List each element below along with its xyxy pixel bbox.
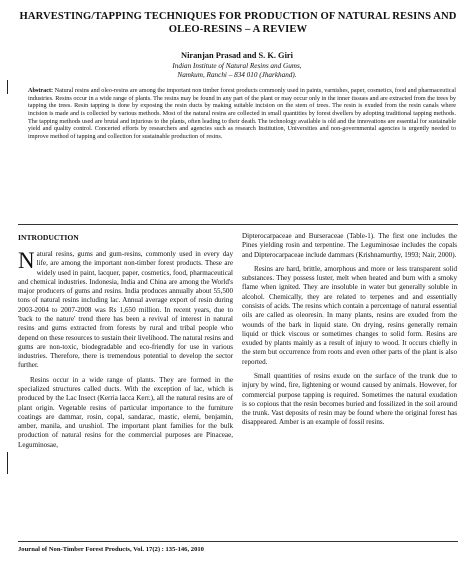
journal-footer: Journal of Non-Timber Forest Products, Vol. 17(2) : 135-146, 2010 <box>18 546 204 553</box>
authors: Niranjan Prasad and S. K. Giri <box>181 51 293 60</box>
left-column <box>18 250 233 450</box>
abstract-label: Abstract: <box>28 87 54 94</box>
right-column <box>242 232 457 428</box>
paper-title: HARVESTING/TAPPING TECHNIQUES FOR PRODUCTION OF NATURAL RESINS AND OLEO-RESINS – A REVIEW <box>19 11 457 35</box>
footer-divider <box>18 541 458 542</box>
abstract-text: Natural resins and oleo-resins are among the important non timber forest products commonly used in paints, varnishes, paper, cosmetics, food and pharmaceutical industries. Resins occur in a wide range of plants. The resins may be found in any part of the plant or may occur only in the inner tissues and are extracted from the trees by tapping the trees. Resin tapping is done by exposing the resin ducts by making suitable incision on the stem of trees. The resin is exuded from the resin canals where incision is made and is collected by various methods. Most of the natural resins are collected in small quantities by forest dwellers by adopting traditional tapping methods. The tapping methods used are brutal and injurious to the plants, often leading to their death. The technology available is old and the innovations are essential for sustainable yield and quality control. Concerted efforts by researchers and agencies such as research Institution, Universities and non-governmental agencies is urgently needed to improve method of tapping and collection for sustainable production of resins. <box>28 87 457 140</box>
affiliation <box>0 62 474 80</box>
section-divider <box>18 224 458 225</box>
margin-mark <box>7 80 8 94</box>
right-paragraph-2: Resins are hard, brittle, amorphous and more or less transparent solid substances. They possess luster, melt when heated and burn with a smoky flame when ignited. They are insoluble in water but generally soluble in alcohol. Chemically, they are related to terpenes and and essentially consists of acids. The resins which contain a percentage of natural essential oils are called as oleoresin. In many plants, resins are exuded from the wounds of the bark in liquid state. On drying, resins generally remain liquid or thick viscous or sometimes changes to solid form. Resins are exuded by plants mainly as a result of injury to wood. It occurs chiefly in the stem but occurrence from roots and even other parts of the plant is also reported. <box>242 264 457 366</box>
intro-paragraph-1-text: atural resins, gums and gum-resins, commonly used in every day life, are among the important non-timber forest products. These are widely used in paint, lacquer, paper, cosmetics, food, pharmaceutical and chemical industries. Indonesia, India and China are among the World's major producers of gums and resins. India produces annually about 55,500 tons of natural resins including lac. Annual average export of resin during 2003-2004 to 2007-2008 was Rs 1,650 million. In recent years, due to 'back to the nature' trend there has been a revival of interest in natural resins and gums extracted from forests by rural and tribal people who depend on these resources to sustain their livelihood. The natural resins and gums are non-toxic, biodegradable and eco-friendly for use in various industries. Therefore, there is tremendous potential to develop the sector further. <box>18 250 233 370</box>
margin-mark <box>7 452 8 474</box>
abstract <box>28 87 456 141</box>
drop-cap: N <box>18 248 35 273</box>
intro-paragraph-2: Resins occur in a wide range of plants. They are formed in the specialized structures called ducts. With the exception of lac, which is produced by the Lac Insect (Kerria lacca Kerr.), all the natural resins are of plant origin. Vegetable resins of particular importance to the furniture coatings are dammar, rosin, copal, sandarac, mastic, elemi, benjamin, amber, manila, and urushiol. The important plant families for the bulk production of natural resins for the commercial purposes are Pinaceae, Leguminosae, <box>18 375 233 449</box>
section-heading-introduction: INTRODUCTION <box>18 233 79 242</box>
intro-paragraph-1 <box>18 250 233 371</box>
right-paragraph-3: Small quantities of resins exude on the surface of the trunk due to injury by wind, fire, lightening or wound caused by animals. However, for commercial purpose tapping is required. Sometimes the natural exudation is so copious that the resin becomes buried and fossilized in the soil around the trunk. Vast deposits of resin may be found where the original forest has disappeared. Amber is an example of fossil resins. <box>242 371 457 427</box>
affiliation-line-1: Indian Institute of Natural Resins and Gums, <box>172 62 302 70</box>
affiliation-line-2: Namkum, Ranchi – 834 010 (Jharkhand). <box>177 71 297 79</box>
right-paragraph-1: Dipterocarpaceae and Burseraceae (Table-1). The first one includes the Pines yielding rosin and terpentine. The Leguminosae includes the copals and Dipterocarpaceae include dammars (Krishnamurthy, 1993; Nair, 2000). <box>242 232 457 259</box>
